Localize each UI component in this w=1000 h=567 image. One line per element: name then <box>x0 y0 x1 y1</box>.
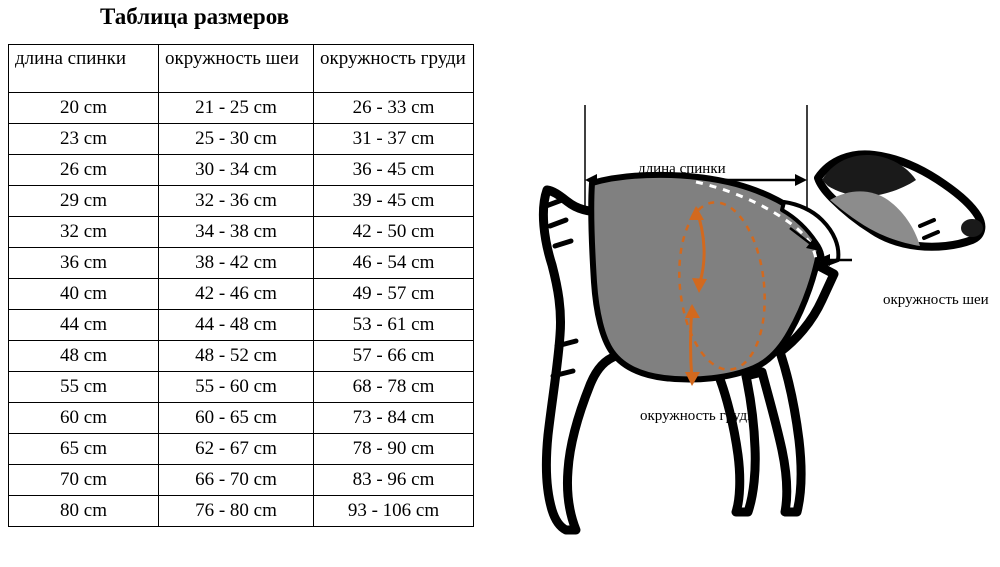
cell-neck-girth: 62 - 67 cm <box>159 434 314 465</box>
cell-chest-girth: 31 - 37 cm <box>314 124 474 155</box>
cell-chest-girth: 83 - 96 cm <box>314 465 474 496</box>
eye <box>891 190 909 204</box>
cell-neck-girth: 42 - 46 cm <box>159 279 314 310</box>
cell-neck-girth: 60 - 65 cm <box>159 403 314 434</box>
cell-chest-girth: 26 - 33 cm <box>314 93 474 124</box>
table-row <box>9 496 474 527</box>
cell-back-length: 80 cm <box>9 496 159 527</box>
cell-back-length: 26 cm <box>9 155 159 186</box>
table-row <box>9 372 474 403</box>
label-chest-girth: окружность груди <box>640 408 756 424</box>
cell-neck-girth: 76 - 80 cm <box>159 496 314 527</box>
cell-neck-girth: 25 - 30 cm <box>159 124 314 155</box>
table-row <box>9 93 474 124</box>
cell-neck-girth: 34 - 38 cm <box>159 217 314 248</box>
cell-back-length: 20 cm <box>9 93 159 124</box>
cell-chest-girth: 53 - 61 cm <box>314 310 474 341</box>
cell-chest-girth: 36 - 45 cm <box>314 155 474 186</box>
cell-neck-girth: 66 - 70 cm <box>159 465 314 496</box>
table-body <box>9 93 474 527</box>
table-header <box>9 45 474 93</box>
column-header-chest-girth: окружность груди <box>314 45 474 93</box>
cell-back-length: 65 cm <box>9 434 159 465</box>
cell-chest-girth: 73 - 84 cm <box>314 403 474 434</box>
column-header-back-length: длина спинки <box>9 45 159 93</box>
cell-chest-girth: 78 - 90 cm <box>314 434 474 465</box>
table-header-row <box>9 45 474 93</box>
cell-neck-girth: 48 - 52 cm <box>159 341 314 372</box>
cell-chest-girth: 68 - 78 cm <box>314 372 474 403</box>
cell-back-length: 48 cm <box>9 341 159 372</box>
table-row <box>9 279 474 310</box>
size-table <box>8 44 474 527</box>
cell-back-length: 36 cm <box>9 248 159 279</box>
label-neck-girth: окружность шеи <box>883 292 989 308</box>
cell-back-length: 44 cm <box>9 310 159 341</box>
table-row <box>9 403 474 434</box>
table-row <box>9 155 474 186</box>
cell-neck-girth: 30 - 34 cm <box>159 155 314 186</box>
cell-back-length: 60 cm <box>9 403 159 434</box>
table-row <box>9 465 474 496</box>
dog-head <box>818 154 983 246</box>
cell-chest-girth: 46 - 54 cm <box>314 248 474 279</box>
page-title: Таблица размеров <box>100 4 290 29</box>
cell-back-length: 29 cm <box>9 186 159 217</box>
table-row <box>9 124 474 155</box>
table-row <box>9 248 474 279</box>
cell-neck-girth: 32 - 36 cm <box>159 186 314 217</box>
cell-back-length: 23 cm <box>9 124 159 155</box>
dog-measurement-diagram <box>500 60 1000 560</box>
dog-coat <box>591 175 838 380</box>
cell-chest-girth: 39 - 45 cm <box>314 186 474 217</box>
cell-neck-girth: 55 - 60 cm <box>159 372 314 403</box>
cell-neck-girth: 44 - 48 cm <box>159 310 314 341</box>
table-row <box>9 310 474 341</box>
cell-back-length: 55 cm <box>9 372 159 403</box>
cell-back-length: 70 cm <box>9 465 159 496</box>
cell-neck-girth: 21 - 25 cm <box>159 93 314 124</box>
cell-back-length: 40 cm <box>9 279 159 310</box>
label-back-length: длина спинки <box>638 161 726 177</box>
cell-chest-girth: 93 - 106 cm <box>314 496 474 527</box>
nose <box>961 219 983 237</box>
cell-chest-girth: 57 - 66 cm <box>314 341 474 372</box>
column-header-neck-girth: окружность шеи <box>159 45 314 93</box>
table-row <box>9 217 474 248</box>
cell-neck-girth: 38 - 42 cm <box>159 248 314 279</box>
cell-back-length: 32 cm <box>9 217 159 248</box>
cell-chest-girth: 49 - 57 cm <box>314 279 474 310</box>
cell-chest-girth: 42 - 50 cm <box>314 217 474 248</box>
table-row <box>9 341 474 372</box>
table-row <box>9 186 474 217</box>
table-row <box>9 434 474 465</box>
